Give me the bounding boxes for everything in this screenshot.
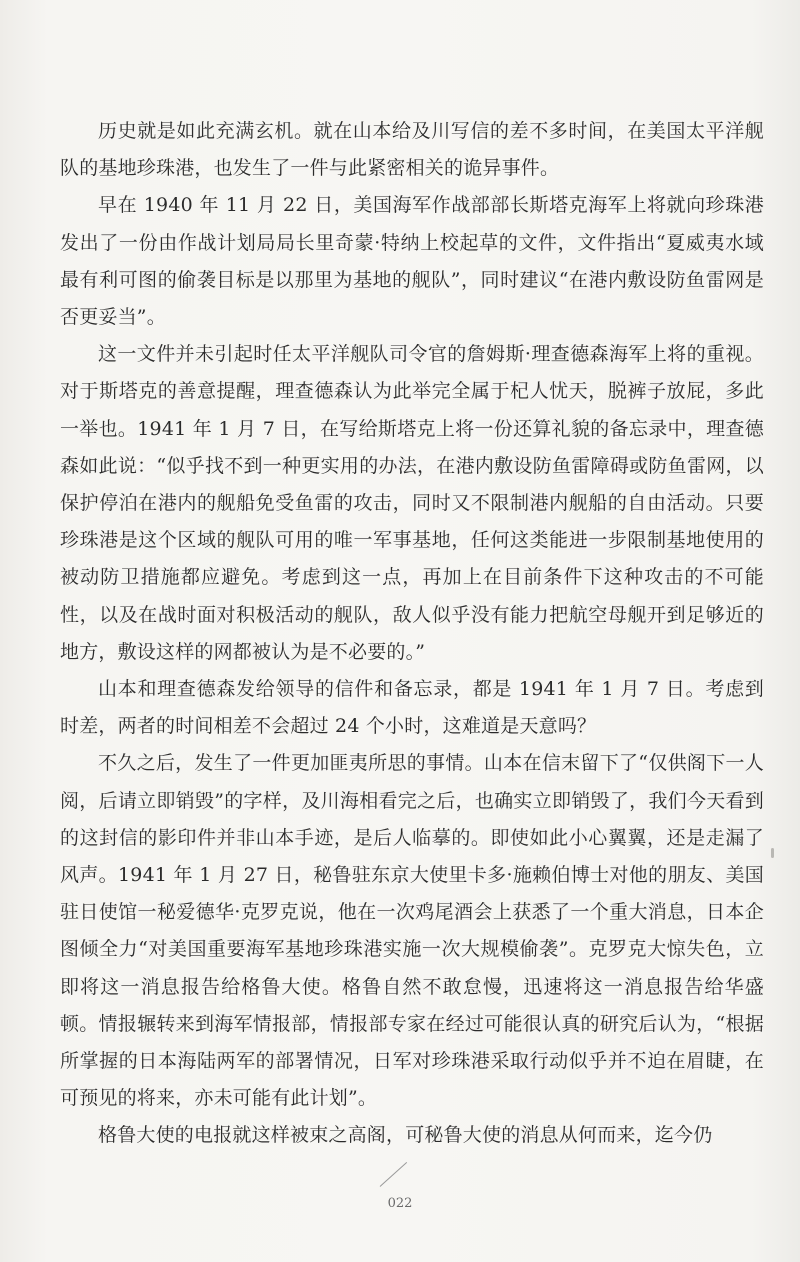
paragraph-4: 山本和理查德森发给领导的信件和备忘录，都是 1941 年 1 月 7 日。考虑到时差，两者的时间相差不会超过 24 个小时，这难道是天意吗？ [60,678,764,738]
body-text [60,113,764,1155]
page-number: 022 [387,1196,413,1211]
paragraph-5: 不久之后，发生了一件更加匪夷所思的事情。山本在信末留下了“仅供阁下一人阅，后请立即销毁”的字样，及川海相看完之后，也确实立即销毁了，我们今天看到的这封信的影印件并非山本手迹，是后人临摹的。即使如此小心翼翼，还是走漏了风声。1941 年 1 月 27 日，秘鲁驻东京大使里卡多·施赖伯博士对他的朋友、美国驻日使馆一秘爱德华·克罗克说，他在一次鸡尾酒会上获悉了一个重大消息，日本企图倾全力“对美国重要海军基地珍珠港实施一次大规模偷袭”。克罗克大惊失色，立即将这一消息报告给格鲁大使。格鲁自然不敢怠慢，迅速将这一消息报告给华盛顿。情报辗转来到海军情报部，情报部专家在经过可能很认真的研究后认为，“根据所掌握的日本海陆两军的部署情况，日军对珍珠港采取行动似乎并不迫在眉睫，在可预见的将来，亦未可能有此计划”。 [60,752,764,1110]
folio-slash-mark [380,1162,407,1187]
paragraph-2: 早在 1940 年 11 月 22 日，美国海军作战部部长斯塔克海军上将就向珍珠港发出了一份由作战计划局局长里奇蒙·特纳上校起草的文件，文件指出“夏威夷水域最有利可图的偷袭目标是以那里为基地的舰队”，同时建议“在港内敷设防鱼雷网是否更妥当”。 [60,194,764,329]
paragraph-6: 格鲁大使的电报就这样被束之高阁，可秘鲁大使的消息从何而来，迄今仍 [98,1124,713,1147]
paragraph-3: 这一文件并未引起时任太平洋舰队司令官的詹姆斯·理查德森海军上将的重视。对于斯塔克的善意提醒，理查德森认为此举完全属于杞人忧天，脱裤子放屁，多此一举也。1941 年 1 月 7 日，在写给斯塔克上将一份还算礼貌的备忘录中，理查德森如此说：“似乎找不到一种更实用的办法，在港内敷设防鱼雷障碍或防鱼雷网，以保护停泊在港内的舰船免受鱼雷的攻击，同时又不限制港内舰船的自由活动。只要珍珠港是这个区域的舰队可用的唯一军事基地，任何这类能进一步限制基地使用的被动防卫措施都应避免。考虑到这一点，再加上在目前条件下这种攻击的不可能性，以及在战时面对积极活动的舰队，敌人似乎没有能力把航空母舰开到足够近的地方，敷设这样的网都被认为是不必要的。” [60,343,764,663]
scan-speck [771,848,774,858]
paragraph-1: 历史就是如此充满玄机。就在山本给及川写信的差不多时间，在美国太平洋舰队的基地珍珠港，也发生了一件与此紧密相关的诡异事件。 [60,120,764,180]
